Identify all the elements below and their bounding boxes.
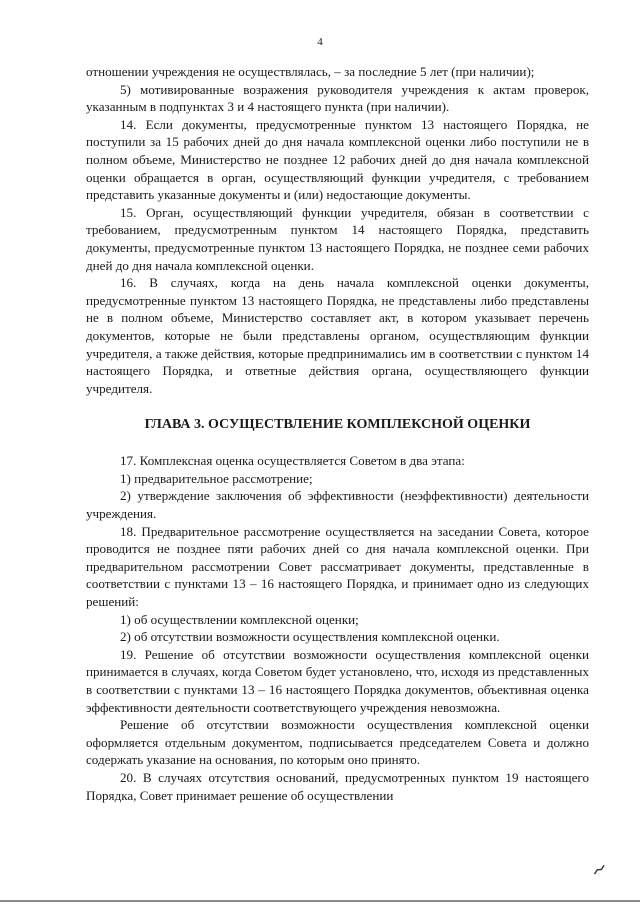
paragraph-16: 16. В случаях, когда на день начала комплексной оценки документы, предусмотренные пунктом 13 настоящего Порядка, не представлены либо представлены не в полном объеме, Министерство составляет акт, в котором указывает перечень документов, которые не были представлены органом, осуществляющим функции учредителя, а также действия, которые предпринимались им в соответствии с пунктом 14 настоящего Порядка, и ответные действия органа, осуществляющего функции учредителя.	[86, 275, 589, 396]
paragraph-item-5: 5) мотивированные возражения руководителя учреждения к актам проверок, указанным в подпунктах 3 и 4 настоящего пункта (при наличии).	[86, 81, 589, 115]
paragraph-14: 14. Если документы, предусмотренные пунктом 13 настоящего Порядка, не поступили за 15 рабочих дней до дня начала комплексной оценки либо поступили не в полном объеме, Министерство не позднее 12 рабочих дней до дня начала комплексной оценки обращается в орган, осуществляющий функции учредителя, с требованием представить указанные документы и (или) недостающие документы.	[86, 116, 589, 203]
pen-mark	[592, 864, 609, 879]
list-item-preliminary-review: 1) предварительное рассмотрение;	[120, 470, 313, 486]
paragraph-19-decision: Решение об отсутствии возможности осуществления комплексной оценки оформляется отдельным документом, подписывается председателем Совета и должно содержать указание на основания, по которым оно принято.	[86, 717, 589, 768]
list-item-decision-impossible: 2) об отсутствии возможности осуществления комплексной оценки.	[120, 629, 500, 645]
list-item-approval: 2) утверждение заключения об эффективности (неэффективности) деятельности учреждения.	[86, 488, 589, 522]
paragraph-18: 18. Предварительное рассмотрение осуществляется на заседании Совета, которое проводится не позднее пяти рабочих дней со дня начала комплексной оценки. При предварительном рассмотрении Совет рассматривает документы, представленные в соответствии с пунктами 13 – 16 настоящего Порядка, и принимает одно из следующих решений:	[86, 523, 589, 610]
scan-edge-line	[0, 900, 640, 902]
paragraph-17: 17. Комплексная оценка осуществляется Советом в два этапа:	[120, 453, 465, 469]
page-number: 4	[317, 36, 323, 48]
chapter-heading: ГЛАВА 3. ОСУЩЕСТВЛЕНИЕ КОМПЛЕКСНОЙ ОЦЕНКИ	[144, 417, 531, 433]
document-body	[86, 63, 589, 804]
paragraph-15: 15. Орган, осуществляющий функции учредителя, обязан в соответствии с требованием, предусмотренным пунктом 14 настоящего Порядка, представить документы, предусмотренные пунктом 13 настоящего Порядка, не позднее семи рабочих дней до дня начала комплексной оценки.	[86, 204, 589, 273]
pen-mark-icon	[592, 864, 608, 876]
paragraph-19: 19. Решение об отсутствии возможности осуществления комплексной оценки принимается в случаях, когда Советом будет установлено, что, исходя из представленных в соответствии с пунктами 13 – 16 настоящего Порядка документов, объективная оценка эффективности деятельности соответствующего учреждения невозможна.	[86, 646, 589, 715]
paragraph-20: 20. В случаях отсутствия оснований, предусмотренных пунктом 19 настоящего Порядка, Совет принимает решение об осуществлении	[86, 769, 589, 803]
paragraph-item-4-continuation: отношении учреждения не осуществлялась, – за последние 5 лет (при наличии);	[86, 64, 535, 79]
list-item-decision-carry-out: 1) об осуществлении комплексной оценки;	[120, 611, 359, 627]
